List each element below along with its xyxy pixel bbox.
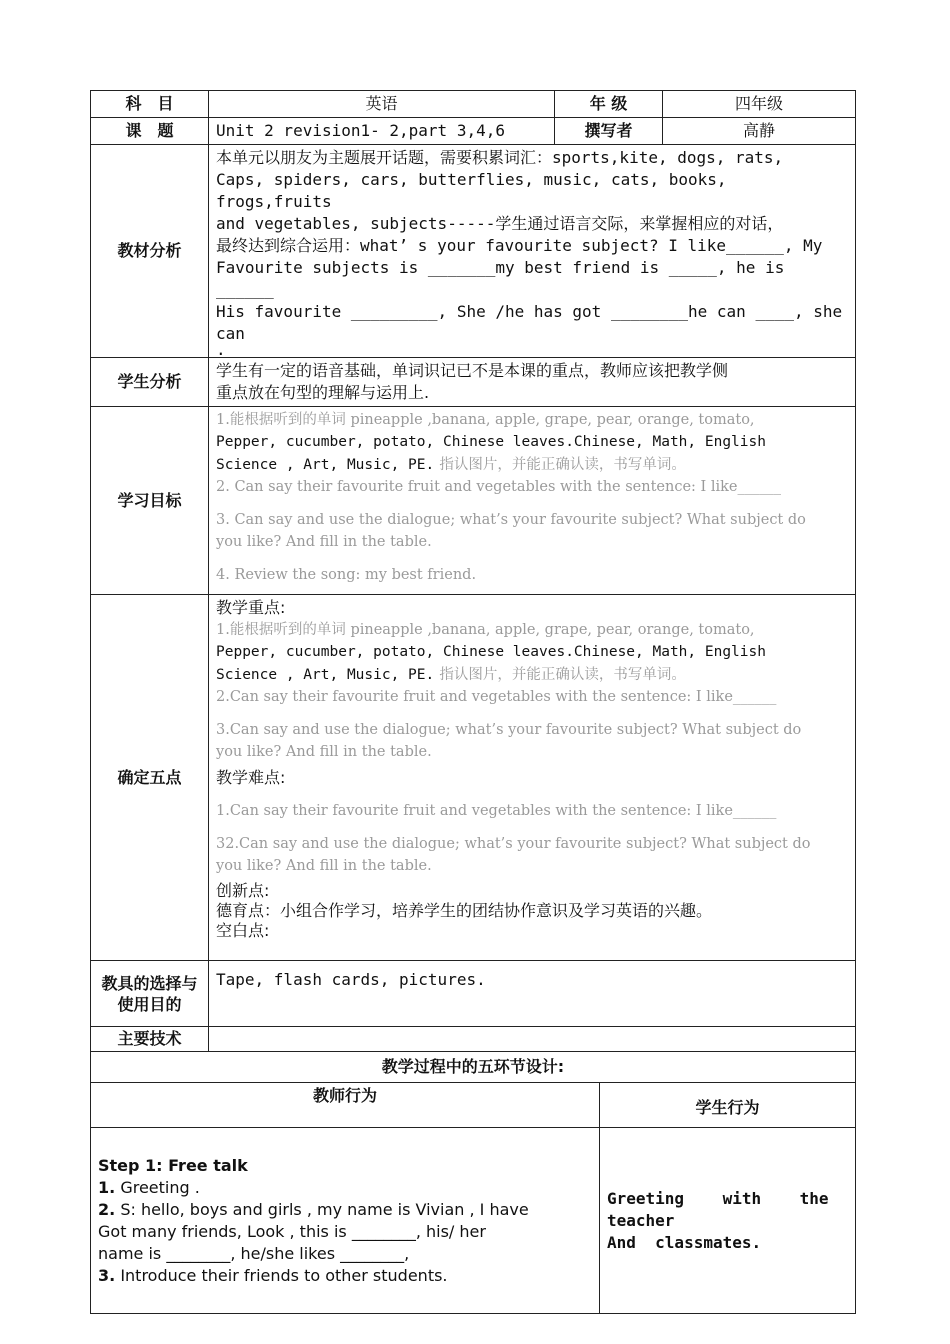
material-line: His favourite _________, She /he has got ________he can ____, she can [216,302,843,343]
step-item-number: 2. [98,1199,116,1219]
step-item: name is ________, he/she likes ________, [98,1243,410,1263]
tools-label: 教具的选择与使用目的 [91,961,209,1027]
student-header: 学生行为 [600,1083,856,1128]
grade-value: 四年级 [663,91,856,118]
key-point-line: Science , Art, Music, PE. [216,667,435,683]
row-tools [91,961,856,1027]
teacher-step-1 [91,1128,600,1314]
objective-line: 2. Can say their favourite fruit and vegetables with the sentence: I like______ [216,479,782,495]
tools-value: Tape, flash cards, pictures. [209,961,856,1027]
material-line: 本单元以朋友为主题展开话题，需要积累词汇：sports,kite, dogs, rats, [216,148,784,167]
author-value: 高静 [663,118,856,145]
students-line: 学生有一定的语音基础，单词识记已不是本课的重点，教师应该把教学侧 [216,361,729,380]
students-content [209,358,856,407]
blank-point: 空白点: [216,921,270,940]
step-item: Got many friends, Look , this is ________, his/ her [98,1221,486,1241]
student-action: Greeting with the [607,1188,829,1208]
material-line: 最终达到综合运用：what’ s your favourite subject? I like______, My [216,236,823,255]
difficult-point-line: you like? And fill in the table. [216,858,432,874]
key-point-line: you like? And fill in the table. [216,744,432,760]
key-point-line: 3.Can say and use the dialogue; what’s your favourite subject? What subject do [216,722,802,738]
step-item: Introduce their friends to other students. [120,1265,448,1285]
row-topic [91,118,856,145]
material-line: . [216,340,226,359]
objective-line: Pepper, cucumber, potato, Chinese leaves.Chinese, Math, English [216,434,766,450]
difficult-points-title: 教学难点: [216,768,286,787]
objectives-content [209,407,856,595]
objective-line: 指认图片，并能正确认读，书写单词。 [439,457,686,473]
students-label: 学生分析 [91,358,209,407]
student-action: And classmates. [607,1232,762,1252]
row-material-analysis [91,145,856,358]
row-step-1 [91,1128,856,1314]
author-label: 撰写者 [555,118,663,145]
teacher-header: 教师行为 [91,1083,600,1128]
key-point-line: 指认图片，并能正确认读，书写单词。 [439,667,686,683]
key-point-line: Pepper, cucumber, potato, Chinese leaves.Chinese, Math, English [216,644,766,660]
material-line: Favourite subjects is _______my best friend is _____, he is ______ [216,258,785,299]
student-step-1 [600,1128,856,1314]
topic-label: 课 题 [91,118,209,145]
innovation-point: 创新点: [216,881,270,900]
grade-label: 年 级 [555,91,663,118]
student-action: teacher [607,1210,675,1230]
tech-label: 主要技术 [91,1027,209,1052]
key-points-title: 教学重点: [216,598,286,617]
material-line: Caps, spiders, cars, butterflies, music, cats, books, frogs,fruits [216,170,727,211]
material-line: and vegetables, subjects-----学生通过语言交际，来掌握相应的对话， [216,214,784,233]
row-objectives [91,407,856,595]
row-process-title [91,1052,856,1083]
step-item-number: 1. [98,1177,116,1197]
step-item-number: 3. [98,1265,116,1285]
five-points-label: 确定五点 [91,595,209,961]
subject-value: 英语 [209,91,555,118]
step-title: Step 1: Free talk [98,1155,248,1175]
step-item: S: hello, boys and girls , my name is Vivian , I have [120,1199,529,1219]
step-item: Greeting . [120,1177,200,1197]
objective-line: Science , Art, Music, PE. [216,457,435,473]
key-point-line: 1.能根据听到的单词 pineapple ,banana, apple, grape, pear, orange, tomato, [216,622,755,638]
objective-line: 3. Can say and use the dialogue; what’s your favourite subject? What subject do [216,512,806,528]
topic-value: Unit 2 revision1- 2,part 3,4,6 [209,118,555,145]
row-student-analysis [91,358,856,407]
material-content [209,145,856,358]
five-points-content [209,595,856,961]
lesson-plan-table [90,90,856,1314]
key-point-line: 2.Can say their favourite fruit and vegetables with the sentence: I like______ [216,689,777,705]
objective-line: you like? And fill in the table. [216,534,432,550]
subject-label: 科 目 [91,91,209,118]
row-five-points [91,595,856,961]
row-process-headers [91,1083,856,1128]
material-label: 教材分析 [91,145,209,358]
difficult-point-line: 1.Can say their favourite fruit and vegetables with the sentence: I like______ [216,803,777,819]
row-subject [91,91,856,118]
objective-line: 4. Review the song: my best friend. [216,567,477,583]
process-title: 教学过程中的五环节设计: [91,1052,856,1083]
tech-value [209,1027,856,1052]
students-line: 重点放在句型的理解与运用上. [216,383,430,402]
objective-line: 1.能根据听到的单词 pineapple ,banana, apple, grape, pear, orange, tomato, [216,412,755,428]
moral-point: 德育点：小组合作学习，培养学生的团结协作意识及学习英语的兴趣。 [216,901,713,920]
row-tech [91,1027,856,1052]
difficult-point-line: 32.Can say and use the dialogue; what’s your favourite subject? What subject do [216,836,811,852]
objectives-label: 学习目标 [91,407,209,595]
